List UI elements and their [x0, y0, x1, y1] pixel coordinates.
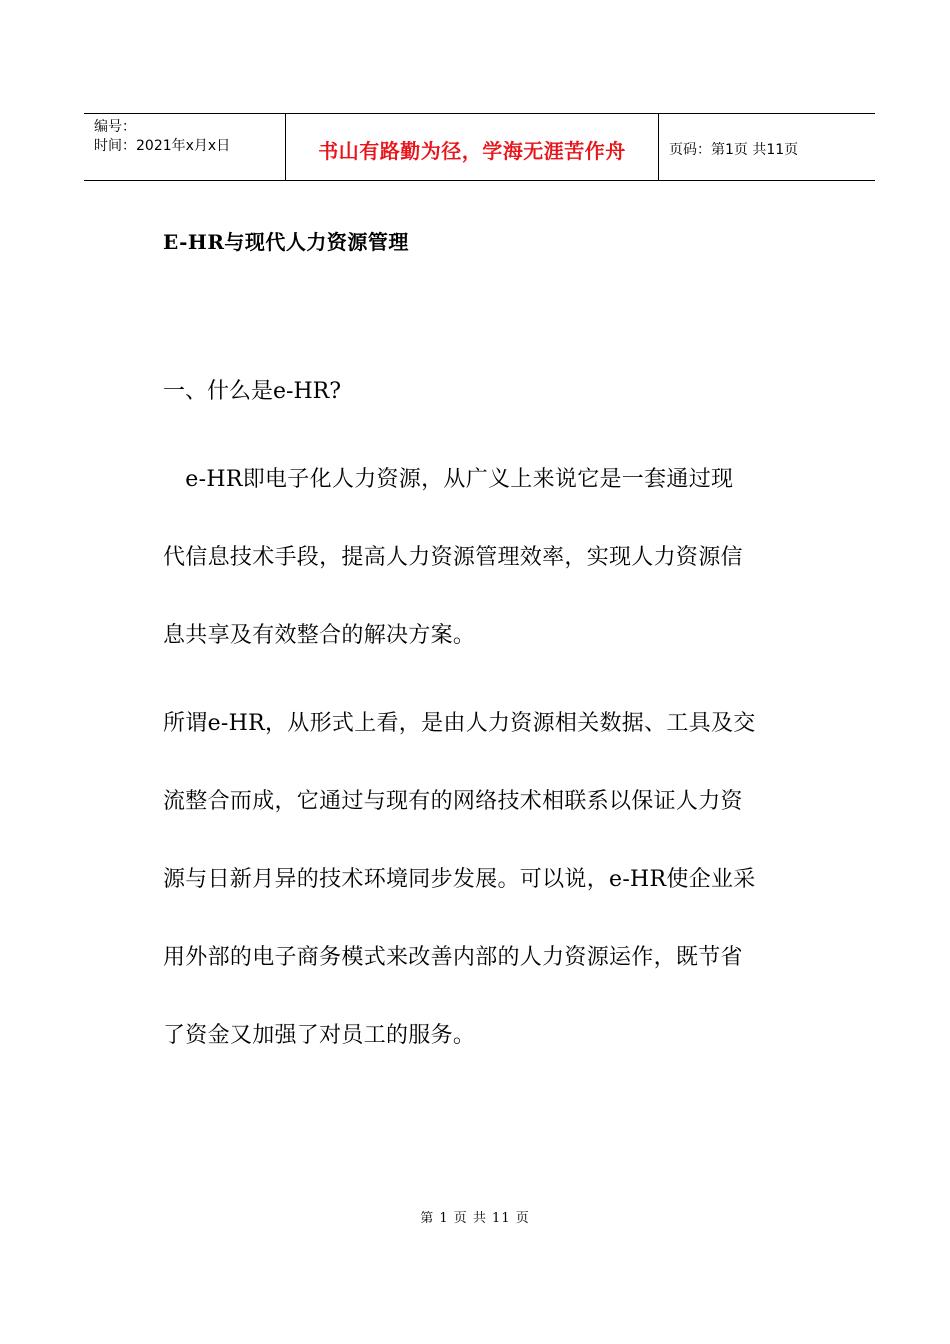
paragraph-2-line: 流整合而成，它通过与现有的网络技术相联系以保证人力资 [163, 789, 743, 814]
section-heading: 一、什么是e-HR? [163, 379, 341, 404]
header-page-info: 页码：第1页 共11页 [669, 142, 799, 158]
paragraph-2-line: 了资金又加强了对员工的服务。 [163, 1023, 476, 1048]
paragraph-2-line: 所谓e-HR，从形式上看，是由人力资源相关数据、工具及交 [163, 711, 756, 736]
document-title: E-HR与现代人力资源管理 [163, 230, 409, 254]
header-page-cell [659, 114, 875, 180]
header-meta-cell [84, 114, 286, 180]
header-number-label: 编号： [94, 119, 136, 135]
paragraph-1-line: e-HR即电子化人力资源，从广义上来说它是一套通过现 [163, 467, 734, 492]
document-header-table [84, 113, 875, 181]
paragraph-1-line: 代信息技术手段，提高人力资源管理效率，实现人力资源信 [163, 545, 743, 570]
header-motto-cell [286, 114, 659, 180]
page-footer: 第 1 页 共 11 页 [420, 1211, 530, 1226]
paragraph-2-line: 源与日新月异的技术环境同步发展。可以说，e-HR使企业采 [163, 867, 756, 892]
header-time-label: 时间：2021年x月x日 [94, 138, 231, 154]
paragraph-1-line: 息共享及有效整合的解决方案。 [163, 623, 476, 648]
paragraph-2-line: 用外部的电子商务模式来改善内部的人力资源运作，既节省 [163, 945, 743, 970]
header-motto: 书山有路勤为径，学海无涯苦作舟 [318, 138, 626, 163]
